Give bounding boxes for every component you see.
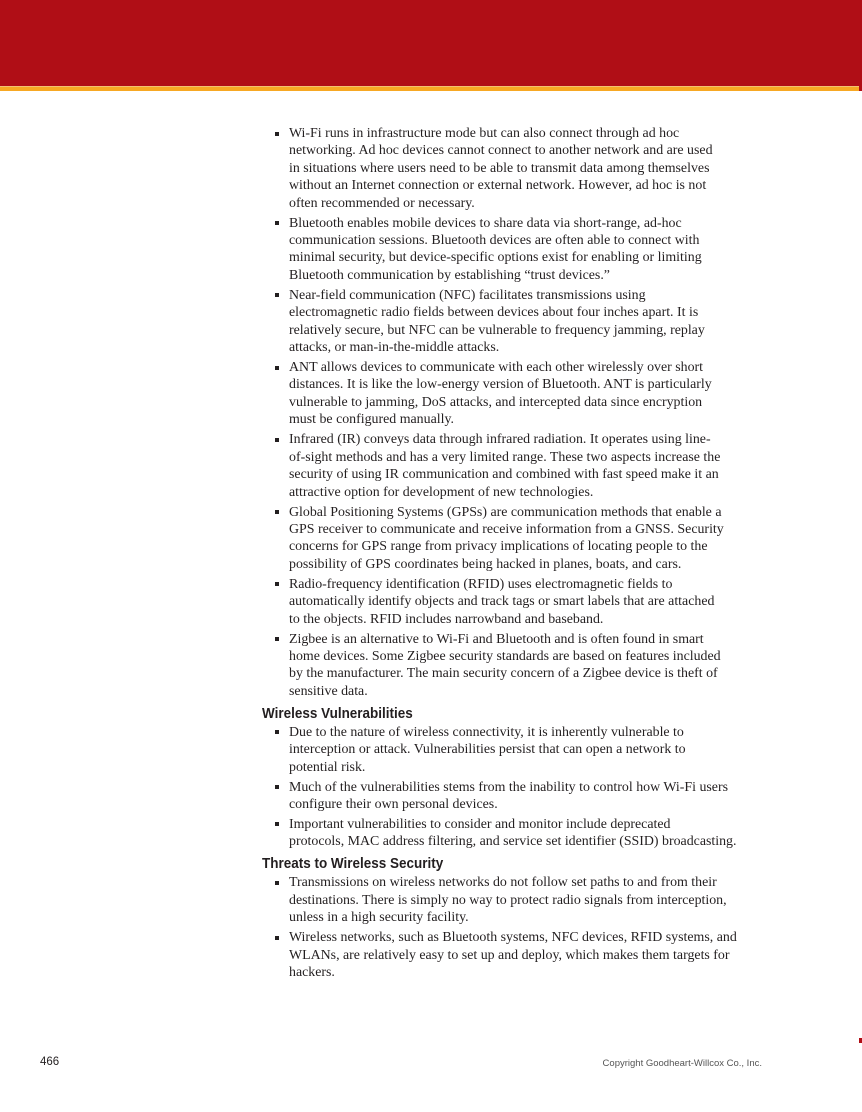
list-item-text-line: to the objects. RFID includes narrowband and baseband. (289, 611, 604, 627)
list-item-text-line: Due to the nature of wireless connectivity, it is inherently vulnerable to (289, 724, 684, 740)
list-item-text-line: distances. It is like the low-energy version of Bluetooth. ANT is particularly (289, 377, 712, 393)
list-item-text-line: WLANs, are relatively easy to set up and deploy, which makes them targets for (289, 947, 730, 963)
list-item (262, 431, 782, 501)
list-item-text-line: must be configured manually. (289, 412, 454, 428)
list-item-text-line: of-sight methods and has a very limited range. These two aspects increase the (289, 449, 721, 465)
list-item-text-line: configure their own personal devices. (289, 796, 498, 812)
square-bullet-icon (275, 366, 279, 370)
list-item-text-line: attacks, or man-in-the-middle attacks. (289, 340, 500, 356)
list-item-text-line: Wireless networks, such as Bluetooth systems, NFC devices, RFID systems, and (289, 930, 737, 946)
list-item-text-line: unless in a high security facility. (289, 910, 469, 926)
list-item-text-line: in situations where users need to be able to transmit data among themselves (289, 160, 710, 176)
list-item-text-line: automatically identify objects and track tags or smart labels that are attached (289, 594, 715, 610)
list-item-text-line: often recommended or necessary. (289, 195, 475, 211)
list-item-text-line: communication sessions. Bluetooth devices are often able to connect with (289, 233, 700, 249)
list-item-text-line: ANT allows devices to communicate with each other wirelessly over short (289, 360, 704, 376)
list-item-text-line: Global Positioning Systems (GPSs) are communication methods that enable a (289, 504, 722, 520)
square-bullet-icon (275, 822, 279, 826)
list-item-text-line: destinations. There is simply no way to protect radio signals from interception, (289, 892, 727, 908)
list-item (262, 929, 782, 981)
section-heading: Wireless Vulnerabilities (262, 705, 413, 722)
header-stripe (0, 86, 859, 91)
square-bullet-icon (275, 132, 279, 136)
list-item (262, 504, 782, 574)
square-bullet-icon (275, 438, 279, 442)
list-item-text-line: Bluetooth communication by establishing “trust devices.” (289, 267, 610, 283)
square-bullet-icon (275, 785, 279, 789)
list-item-text-line: Much of the vulnerabilities stems from the inability to control how Wi-Fi users (289, 779, 728, 795)
list-item-text-line: Near-field communication (NFC) facilitates transmissions using (289, 287, 646, 303)
square-bullet-icon (275, 582, 279, 586)
list-item-text-line: home devices. Some Zigbee security standards are based on features included (289, 648, 721, 664)
list-item-text-line: hackers. (289, 965, 335, 980)
list-item-text-line: Infrared (IR) conveys data through infrared radiation. It operates using line- (289, 432, 711, 448)
list-item-text-line: concerns for GPS range from privacy implications of locating people to the (289, 539, 708, 555)
list-item-text-line: protocols, MAC address filtering, and service set identifier (SSID) broadcasting. (289, 834, 737, 850)
square-bullet-icon (275, 936, 279, 940)
list-item (262, 125, 782, 212)
list-item-text-line: relatively secure, but NFC can be vulnerable to frequency jamming, replay (289, 322, 705, 338)
list-item (262, 816, 782, 851)
list-item-text-line: Bluetooth enables mobile devices to share data via short-range, ad-hoc (289, 215, 682, 231)
list-item-text-line: possibility of GPS coordinates being hacked in planes, boats, and cars. (289, 556, 682, 572)
list-item (262, 576, 782, 628)
bullet-list (262, 125, 782, 700)
list-item-text-line: Radio-frequency identification (RFID) uses electromagnetic fields to (289, 576, 673, 592)
list-item-text-line: attractive option for development of new technologies. (289, 484, 594, 500)
list-item (262, 631, 782, 701)
square-bullet-icon (275, 510, 279, 514)
list-item-text-line: Important vulnerabilities to consider and monitor include deprecated (289, 816, 671, 832)
header-band (0, 0, 862, 86)
list-item-text-line: minimal security, but device-specific options exist for enabling or limiting (289, 250, 702, 266)
square-bullet-icon (275, 730, 279, 734)
list-item-text-line: GPS receiver to communicate and receive information from a GNSS. Security (289, 521, 724, 537)
list-item-text-line: interception or attack. Vulnerabilities persist that can open a network to (289, 742, 686, 758)
list-item (262, 779, 782, 814)
list-item (262, 359, 782, 429)
square-bullet-icon (275, 221, 279, 225)
page-number: 466 (40, 1056, 60, 1068)
list-item-text-line: security of using IR communication and combined with fast speed make it an (289, 467, 719, 483)
list-item (262, 874, 782, 926)
list-item-text-line: networking. Ad hoc devices cannot connect to another network and are used (289, 143, 713, 159)
page-content (262, 125, 782, 984)
list-item (262, 724, 782, 776)
list-item-text-line: by the manufacturer. The main security concern of a Zigbee device is theft of (289, 666, 718, 682)
list-item-text-line: electromagnetic radio fields between devices about four inches apart. It is (289, 305, 699, 321)
list-item-text-line: potential risk. (289, 759, 366, 775)
list-item-text-line: vulnerable to jamming, DoS attacks, and intercepted data since encryption (289, 394, 703, 410)
list-item-text-line: without an Internet connection or external network. However, ad hoc is not (289, 178, 707, 194)
list-item-text-line: sensitive data. (289, 683, 368, 699)
bullet-list (262, 724, 782, 851)
bullet-list (262, 874, 782, 981)
list-item (262, 215, 782, 285)
list-item (262, 287, 782, 357)
list-item-text-line: Transmissions on wireless networks do not follow set paths to and from their (289, 875, 717, 891)
list-item-text-line: Zigbee is an alternative to Wi-Fi and Bluetooth and is often found in smart (289, 631, 704, 647)
square-bullet-icon (275, 293, 279, 297)
copyright-notice: Copyright Goodheart-Willcox Co., Inc. (602, 1058, 762, 1069)
square-bullet-icon (275, 881, 279, 885)
square-bullet-icon (275, 637, 279, 641)
section-heading: Threats to Wireless Security (262, 856, 444, 873)
list-item-text-line: Wi-Fi runs in infrastructure mode but can also connect through ad hoc (289, 126, 680, 141)
